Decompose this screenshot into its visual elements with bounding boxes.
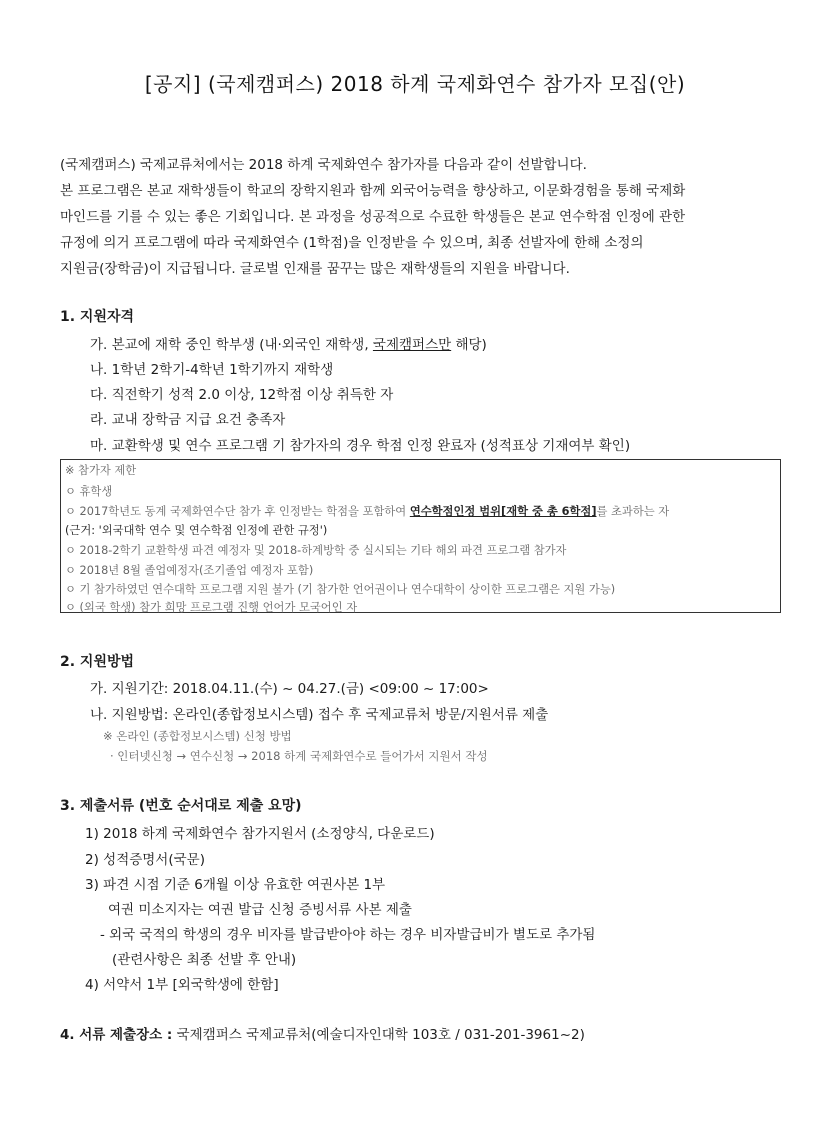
online-method-steps: · 인터넷신청 → 연수신청 → 2018 하계 국제화연수로 들어가서 지원서 작성 xyxy=(110,749,488,763)
document-item: 3) 파견 시점 기준 6개월 이상 유효한 여권사본 1부 xyxy=(85,877,386,893)
notice-line-text: ㅇ 2017학년도 동계 국제화연수단 참가 후 인정받는 학점을 포함하여 xyxy=(65,505,410,518)
restriction-notice-box xyxy=(60,459,781,613)
notice-header: ※ 참가자 제한 xyxy=(65,464,137,477)
notice-line xyxy=(65,503,669,519)
eligibility-item-text: 해당) xyxy=(451,337,487,353)
section4-heading: 4. 서류 제출장소 : xyxy=(60,1027,173,1043)
eligibility-item-text: 가. 본교에 재학 중인 학부생 (내·외국인 재학생, xyxy=(90,337,373,353)
intro-line: 마인드를 기를 수 있는 좋은 기회입니다. 본 과정을 성공적으로 수료한 학생들은 본교 연수학점 인정에 관한 xyxy=(60,209,686,225)
document-subitem: (관련사항은 최종 선발 후 안내) xyxy=(112,952,297,968)
intro-paragraph xyxy=(60,152,780,282)
notice-line: (근거: '외국대학 연수 및 연수학점 인정에 관한 규정') xyxy=(65,524,328,537)
section1-heading: 1. 지원자격 xyxy=(60,309,135,325)
application-method: 나. 지원방법: 온라인(종합정보시스템) 접수 후 국제교류처 방문/지원서류 제출 xyxy=(90,707,549,723)
section2-heading: 2. 지원방법 xyxy=(60,654,135,670)
eligibility-underlined: 국제캠퍼스만 xyxy=(372,337,452,353)
submission-location-text: 국제캠퍼스 국제교류처(예술디자인대학 103호 / 031-201-3961~2) xyxy=(172,1027,585,1043)
intro-line: (국제캠퍼스) 국제교류처에서는 2018 하계 국제화연수 참가자를 다음과 같이 선발합니다. xyxy=(60,157,587,173)
document-item: 2) 성적증명서(국문) xyxy=(85,852,205,868)
submission-location xyxy=(60,1023,585,1043)
notice-line: ㅇ (외국 학생) 참가 희망 프로그램 진행 언어가 모국어인 자 xyxy=(65,601,358,614)
document-item: 4) 서약서 1부 [외국학생에 한함] xyxy=(85,977,279,993)
notice-line: ㅇ 2018-2학기 교환학생 파견 예정자 및 2018-하계방학 중 실시되는 기타 해외 파견 프로그램 참가자 xyxy=(65,544,567,557)
eligibility-item: 라. 교내 장학금 지급 요건 충족자 xyxy=(90,412,286,428)
document-item: 1) 2018 하계 국제화연수 참가지원서 (소정양식, 다운로드) xyxy=(85,826,435,842)
eligibility-item: 나. 1학년 2학기-4학년 1학기까지 재학생 xyxy=(90,362,334,378)
notice-line: ㅇ 기 참가하였던 연수대학 프로그램 지원 불가 (기 참가한 언어권이나 연수대학이 상이한 프로그램은 지원 가능) xyxy=(65,583,616,596)
intro-line: 본 프로그램은 본교 재학생들이 학교의 장학지원과 함께 외국어능력을 향상하고, 이문화경험을 통해 국제화 xyxy=(60,183,686,199)
application-period: 가. 지원기간: 2018.04.11.(수) ~ 04.27.(금) <09:00 ~ 17:00> xyxy=(90,681,489,697)
section3-heading: 3. 제출서류 (번호 순서대로 제출 요망) xyxy=(60,798,302,814)
credit-limit-emphasis: 연수학점인정 범위[재학 중 총 6학점] xyxy=(409,505,597,518)
document-title: [공지] (국제캠퍼스) 2018 하계 국제화연수 참가자 모집(안) xyxy=(144,72,686,96)
notice-line: ㅇ 2018년 8월 졸업예정자(조기졸업 예정자 포함) xyxy=(65,564,314,577)
eligibility-item: 마. 교환학생 및 연수 프로그램 기 참가자의 경우 학점 인정 완료자 (성적표상 기재여부 확인) xyxy=(90,438,631,454)
notice-line-text: 를 초과하는 자 xyxy=(596,505,670,518)
intro-line: 지원금(장학금)이 지급됩니다. 글로벌 인재를 꿈꾸는 많은 재학생들의 지원을 바랍니다. xyxy=(60,261,570,277)
intro-line: 규정에 의거 프로그램에 따라 국제화연수 (1학점)을 인정받을 수 있으며, 최종 선발자에 한해 소정의 xyxy=(60,235,644,251)
document-subitem: - 외국 국적의 학생의 경우 비자를 발급받아야 하는 경우 비자발급비가 별도로 추가됨 xyxy=(100,927,596,943)
eligibility-item: 다. 직전학기 성적 2.0 이상, 12학점 이상 취득한 자 xyxy=(90,387,394,403)
eligibility-item xyxy=(90,333,487,353)
online-method-note: ※ 온라인 (종합정보시스템) 신청 방법 xyxy=(103,729,292,743)
notice-line: ㅇ 휴학생 xyxy=(65,485,113,498)
document-subitem: 여권 미소지자는 여권 발급 신청 증빙서류 사본 제출 xyxy=(108,902,412,918)
